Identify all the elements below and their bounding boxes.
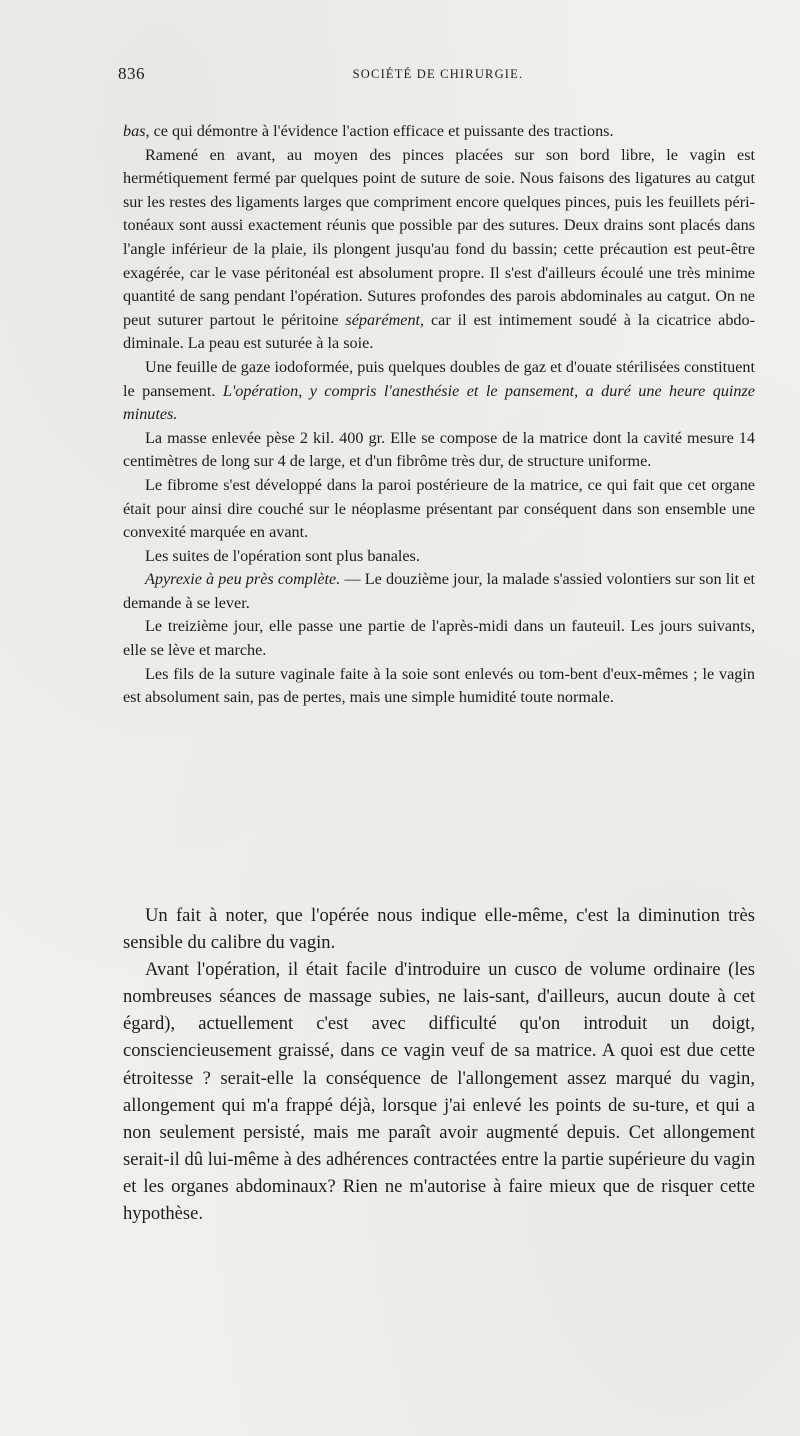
running-head: SOCIÉTÉ DE CHIRURGIE. (352, 67, 524, 81)
italic-text: séparément, (345, 310, 425, 329)
paragraph (123, 568, 755, 615)
paragraph-text: Ramené en avant, au moyen des pinces placées sur son bord libre, le vagin est hermétiquement fermé par quelques point de suture de soie. Nous faisons des ligatures au catgut sur les restes des ligaments larges que compriment encore quelques pinces, puis les feuillets péri-tonéaux sont aussi exactement réunis que possible par des sutures. Deux drains sont placés dans l'angle inférieur de la plaie, ils plongent jusqu'au fond du bassin; cette précaution est peut-être exagérée, car le vase péritonéal est absolument propre. Il s'est d'ailleurs écoulé une très minime quantité de sang pendant l'opération. Sutures profondes des parois abdominales au catgut. On ne peut suturer partout le péritoine (123, 145, 755, 329)
paragraph (123, 120, 755, 144)
discussion-text (123, 902, 755, 1227)
paragraph-text: — Le douzième jour, la malade s'assied volontiers sur son lit et demande à se lever. (123, 570, 756, 612)
page-header (118, 64, 758, 90)
paragraph: Avant l'opération, il était facile d'introduire un cusco de volume ordinaire (les nombreuses séances de massage subies, ne lais-sant, d'ailleurs, aucun doute à cet égard), actuellement c'est avec difficulté qu'on introduit un doigt, consciencieusement graissé, dans ce vagin veuf de sa matrice. A quoi est due cette étroitesse ? serait-elle la conséquence de l'allongement assez marqué du vagin, allongement qui m'a frappé déjà, lorsque j'ai enlevé les points de su-ture, et qui a non seulement persisté, mais me paraît avoir augmenté depuis. Cet allongement serait-il dû lui-même à des adhérences contractées entre la partie supérieure du vagin et les organes abdominaux? Rien ne m'autorise à faire mieux que de risquer cette hypothèse. (123, 959, 755, 1225)
paragraph: Les fils de la suture vaginale faite à la soie sont enlevés ou tom-bent d'eux-mêmes ; le vagin est absolument sain, pas de pertes, mais une simple humidité toute normale. (123, 664, 755, 707)
paragraph (123, 144, 755, 356)
paragraph: Les suites de l'opération sont plus banales. (145, 546, 420, 565)
paragraph: Un fait à noter, que l'opérée nous indique elle-même, c'est la diminution très sensible du calibre du vagin. (123, 905, 755, 954)
paragraph: Le fibrome s'est développé dans la paroi postérieure de la matrice, ce qui fait que cet organe était pour ainsi dire couché sur le néoplasme présentant par conséquent dans son ensemble une convexité marquée en avant. (123, 475, 755, 542)
paragraph (123, 356, 755, 427)
paragraph: Le treizième jour, elle passe une partie de l'après-midi dans un fauteuil. Les jours suivants, elle se lève et marche. (123, 617, 755, 660)
paragraph-text: ce qui démontre à l'évidence l'action efficace et puissante des tractions. (149, 122, 614, 140)
page-number: 836 (118, 64, 145, 83)
italic-text: Apyrexie à peu près complète. (145, 570, 341, 589)
italic-text: L'opération, y compris l'anesthésie et le pansement, a duré une heure quinze minutes. (123, 381, 755, 424)
italic-text: bas, (123, 122, 150, 140)
paragraph: La masse enlevée pèse 2 kil. 400 gr. Elle se compose de la matrice dont la cavité mesure 14 centimètres de long sur 4 de large, et d'un fibrôme très dur, de structure uniforme. (123, 428, 755, 471)
paragraph-text: car il est intimement soudé à la cicatrice abdo-diminale. La peau est suturée à la soie. (123, 310, 756, 353)
paragraph-text: Une feuille de gaze iodoformée, puis quelques doubles de gaz et d'ouate stérilisées constituent le pansement. (123, 357, 755, 400)
case-report-text (123, 120, 755, 710)
